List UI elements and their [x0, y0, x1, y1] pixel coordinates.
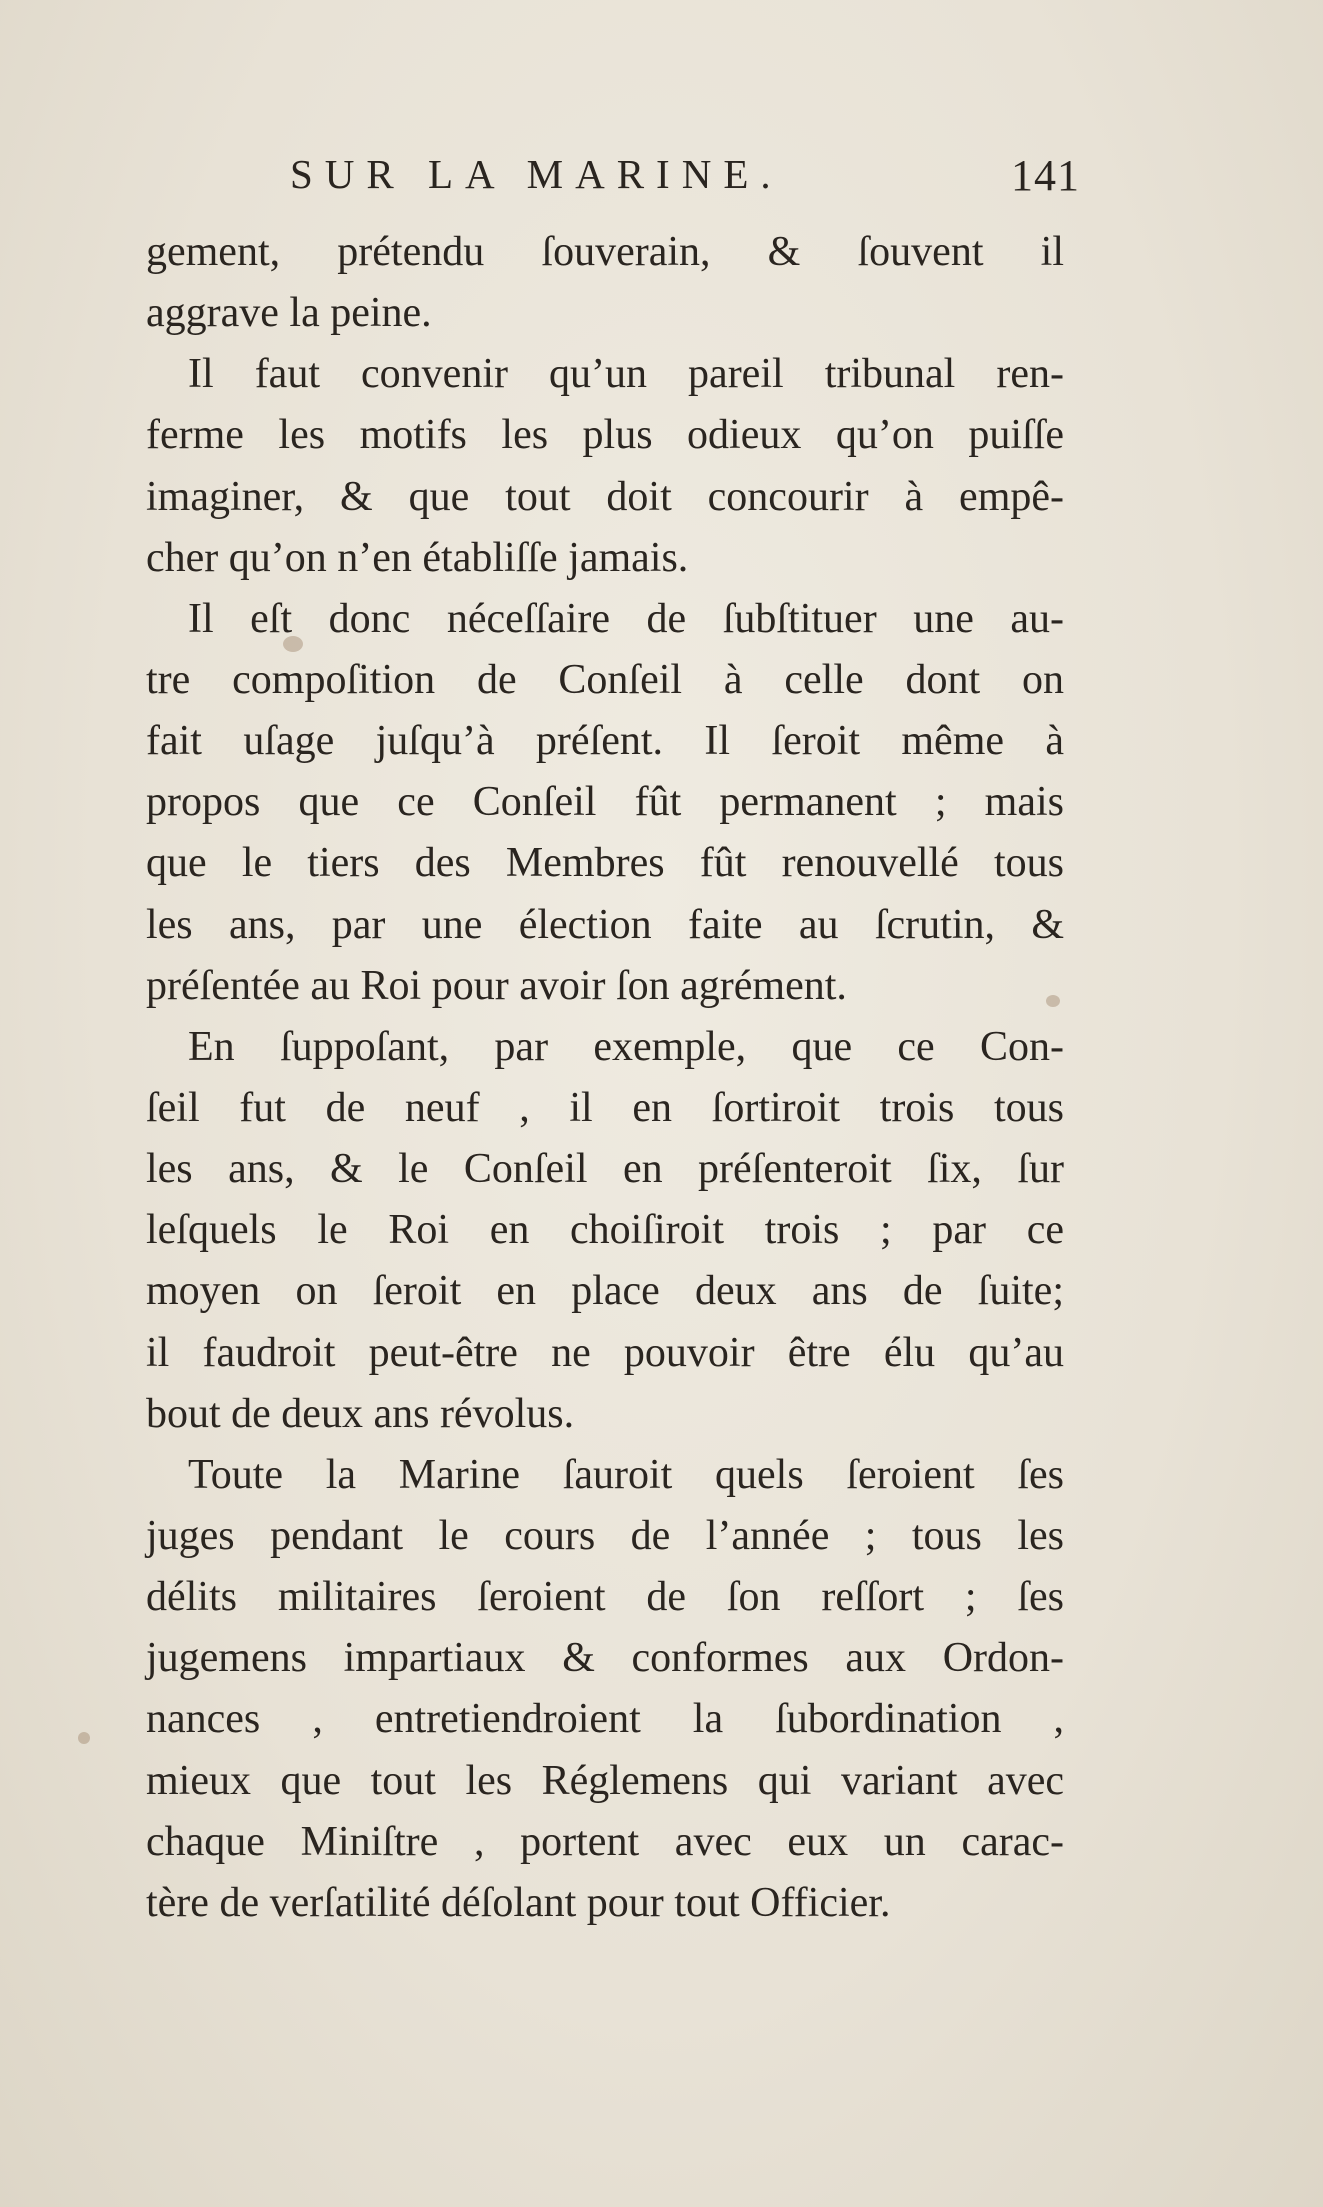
- text-line: il faudroit peut-être ne pouvoir être élu qu’au: [146, 1329, 1064, 1376]
- text-line: chaque Miniſtre , portent avec eux un carac-: [146, 1818, 1064, 1865]
- text-line: les ans, & le Conſeil en préſenteroit ſix, ſur: [146, 1146, 1064, 1193]
- running-title: SUR LA MARINE.: [290, 151, 783, 197]
- ink-stain-left: [78, 1732, 90, 1744]
- text-line: préſentée au Roi pour avoir ſon agrément.: [146, 962, 847, 1009]
- text-line: mieux que tout les Réglemens qui variant avec: [146, 1757, 1064, 1804]
- text-line: ferme les motifs les plus odieux qu’on puiſſe: [146, 412, 1064, 459]
- text-line: fait uſage juſqu’à préſent. Il ſeroit même à: [146, 718, 1064, 765]
- text-line: aggrave la peine.: [146, 290, 432, 337]
- running-head: [290, 150, 1080, 200]
- text-line: délits militaires ſeroient de ſon reſſort ; ſes: [146, 1574, 1064, 1621]
- text-line: ſeil fut de neuf , il en ſortiroit trois tous: [146, 1084, 1064, 1131]
- text-line: bout de deux ans révolus.: [146, 1390, 575, 1437]
- text-line: nances , entretiendroient la ſubordination ,: [146, 1696, 1064, 1743]
- text-line: tère de verſatilité déſolant pour tout Officier.: [146, 1879, 891, 1926]
- text-line: que le tiers des Membres fût renouvellé tous: [146, 840, 1064, 887]
- text-line: Il eſt donc néceſſaire de ſubſtituer une au-: [188, 595, 1064, 642]
- text-line: leſquels le Roi en choiſiroit trois ; par ce: [146, 1207, 1064, 1254]
- body-text: [146, 222, 1064, 1934]
- text-line: Toute la Marine ſauroit quels ſeroient ſes: [188, 1451, 1064, 1498]
- text-line: En ſuppoſant, par exemple, que ce Con-: [188, 1023, 1064, 1070]
- text-line: jugemens impartiaux & conformes aux Ordon-: [146, 1635, 1064, 1682]
- text-line: propos que ce Conſeil fût permanent ; mais: [146, 779, 1064, 826]
- text-line: Il faut convenir qu’un pareil tribunal ren-: [188, 351, 1064, 398]
- text-line: gement, prétendu ſouverain, & ſouvent il: [146, 229, 1064, 275]
- text-line: moyen on ſeroit en place deux ans de ſuite;: [146, 1268, 1064, 1315]
- text-line: imaginer, & que tout doit concourir à empê-: [146, 473, 1064, 520]
- text-line: cher qu’on n’en établiſſe jamais.: [146, 534, 689, 581]
- text-line: tre compoſition de Conſeil à celle dont on: [146, 656, 1064, 703]
- text-line: les ans, par une élection faite au ſcrutin, &: [146, 901, 1064, 948]
- page-number: 141: [1011, 151, 1080, 200]
- text-line: juges pendant le cours de l’année ; tous les: [146, 1512, 1064, 1559]
